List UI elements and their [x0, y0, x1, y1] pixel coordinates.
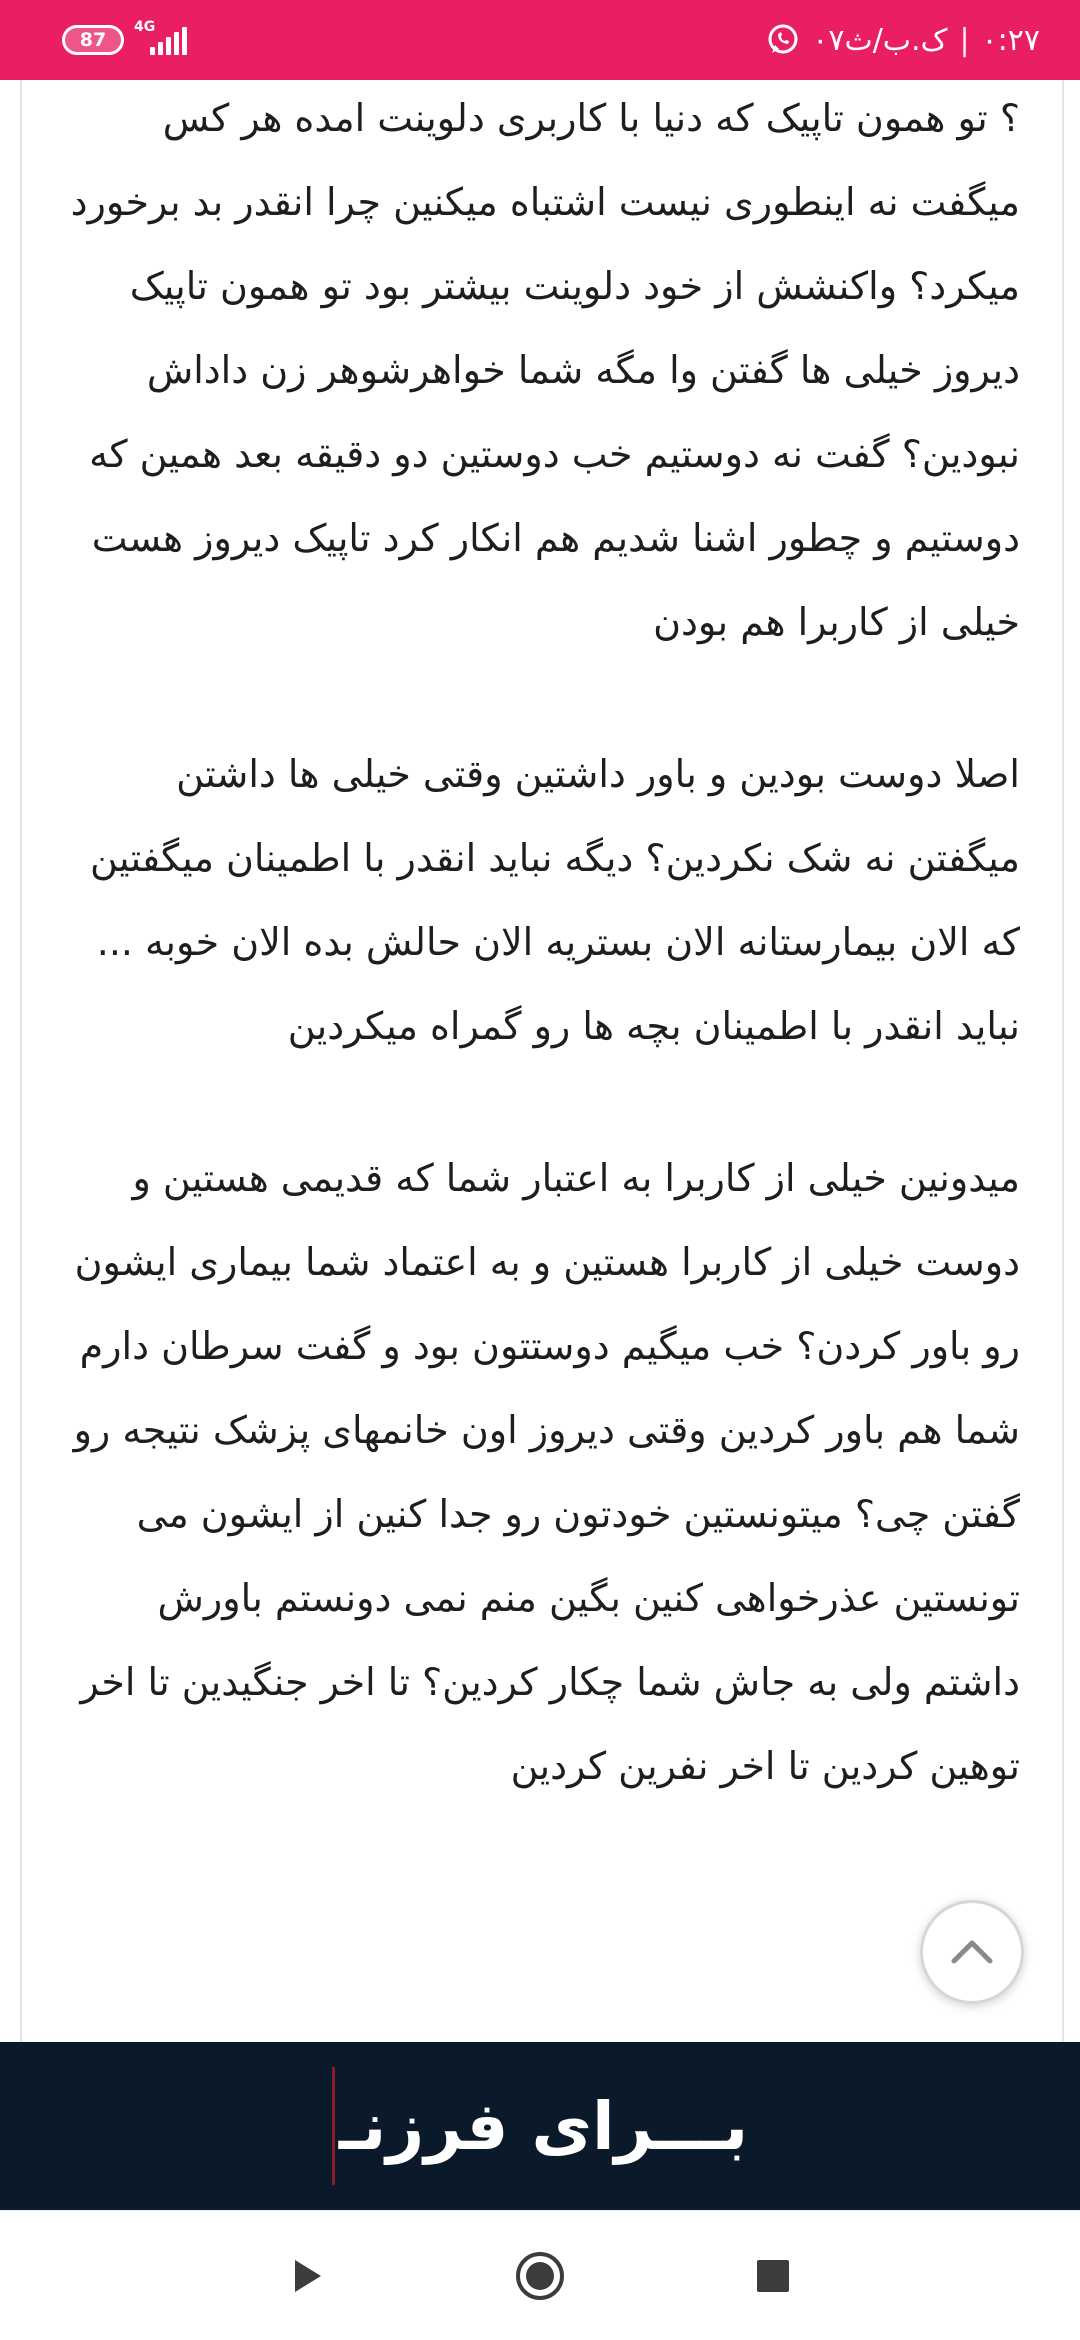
paragraph: اصلا دوست بودین و باور داشتین وقتی خیلی ها داشتن میگفتن نه شک نکردین؟ دیگه نباید انقدر با اطمینان میگفتین که الان بیمارستانه الان بستریه الان حالش بده الان خوبه ... نباید انقدر با اطمینان بچه ها رو گمراه میکردین	[90, 752, 1020, 1048]
paragraph: میدونین خیلی از کاربرا به اعتبار شما که قدیمی هستین و دوست خیلی از کاربرا هستین و به اعتماد شما بیماری ایشون رو باور کردن؟ خب میگیم دوستتون بود و گفت سرطان دارم شما هم باور کردین وقتی دیروز اون خانمهای پزشک نتیجه رو گفتن چی؟ میتونستین خودتون رو جدا کنین از ایشون می تونستین عذرخواهی کنین بگین منم نمی دونستم باورش داشتم ولی به جاش شما چکار کردین؟ تا اخر جنگیدین تا اخر توهین کردین تا اخر نفرین کردین	[73, 1156, 1020, 1788]
status-separator: |	[959, 22, 970, 58]
navigation-bar	[0, 2210, 1080, 2340]
paragraph: ؟ تو همون تاپیک که دنیا با کاربری دلوینت امده هر کس میگفت نه اینطوری نیست اشتباه میکنین چرا انقدر بد برخورد میکرد؟ واکنشش از خود دلوینت بیشتر بود تو همون تاپیک دیروز خیلی ها گفتن وا مگه شما خواهرشوهر زن داداش نبودین؟ گفت نه دوستیم خب دوستین دو دقیقه بعد همین که دوستیم و چطور اشنا شدیم هم انکار کرد تاپیک دیروز هست خیلی از کاربرا هم بودن	[70, 96, 1020, 644]
recents-icon	[755, 2258, 791, 2294]
post-content[interactable]	[20, 80, 1064, 2042]
caption-text: بـــرای فرزنـ	[338, 2087, 749, 2165]
home-button[interactable]	[500, 2236, 580, 2316]
status-left-group	[62, 19, 187, 55]
status-bar	[0, 0, 1080, 80]
whatsapp-icon	[766, 23, 800, 57]
status-time: ۰:۲۷	[981, 22, 1040, 58]
post-body	[22, 80, 1062, 1808]
battery-level: 87	[79, 29, 107, 51]
signal-icon	[134, 19, 187, 55]
back-icon	[287, 2256, 327, 2296]
caption-banner	[0, 2042, 1080, 2210]
text-cursor	[332, 2067, 335, 2185]
recents-button[interactable]	[733, 2236, 813, 2316]
network-type: 4G	[134, 19, 156, 35]
back-button[interactable]	[267, 2236, 347, 2316]
chevron-up-icon	[950, 1937, 994, 1967]
status-date: ۰۷ک.ب/ث	[812, 22, 948, 58]
home-icon	[513, 2249, 567, 2303]
battery-icon	[62, 25, 124, 55]
scroll-to-top-button[interactable]	[920, 1900, 1024, 2004]
status-right-group	[766, 23, 1040, 58]
